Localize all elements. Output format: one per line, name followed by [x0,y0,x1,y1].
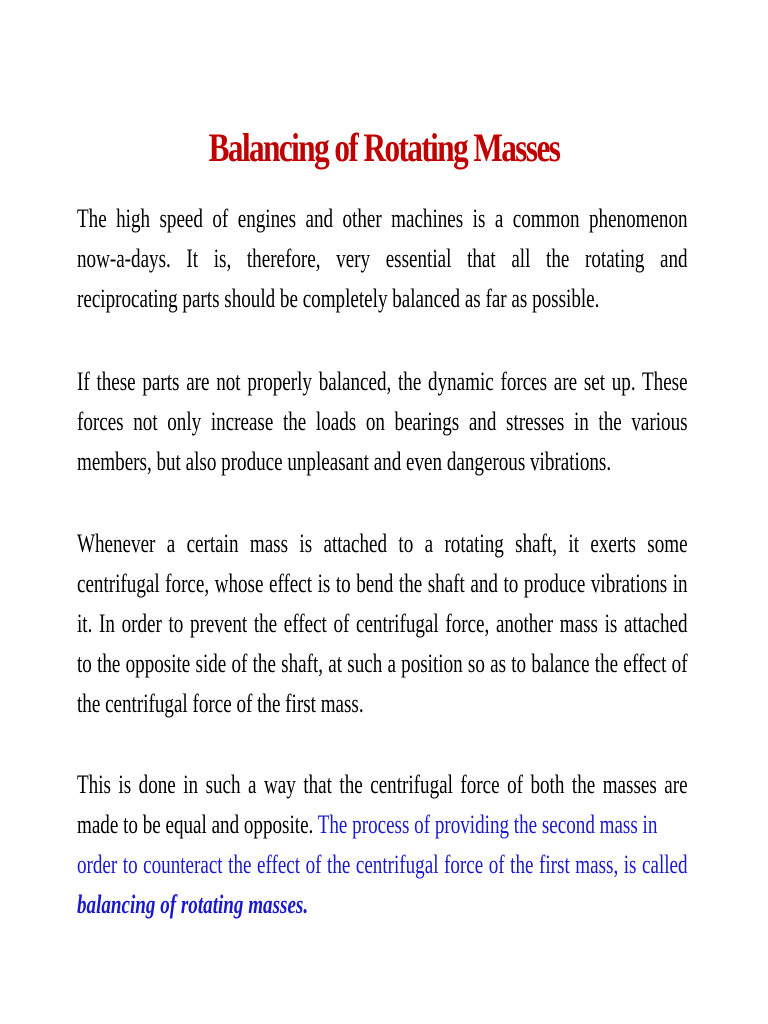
paragraph-line: members, but also produce unpleasant and even dangerous vibrations. [77,446,612,476]
paragraph-2 [77,361,688,481]
paragraph-line-mixed [77,804,688,844]
highlighted-definition: order to counteract the effect of the centrifugal force of the first mass, is called [77,849,688,879]
paragraph-line: Whenever a certain mass is attached to a rotating shaft, it exerts some [77,528,688,558]
paragraph-line: the centrifugal force of the first mass. [77,688,364,718]
paragraph-line: The high speed of engines and other machines is a common phenomenon [77,203,688,233]
defined-term: balancing of rotating masses. [77,889,309,919]
paragraph-line: now-a-days. It is, therefore, very essential that all the rotating and [77,243,688,273]
paragraph-line: If these parts are not properly balanced, the dynamic forces are set up. These [77,366,688,396]
highlighted-definition: The process of providing the second mass in [317,809,658,839]
page-title: Balancing of Rotating Masses [208,125,560,170]
paragraph-line: reciprocating parts should be completely balanced as far as possible. [77,283,600,313]
paragraph-4 [77,764,688,924]
paragraph-line: This is done in such a way that the centrifugal force of both the masses are [77,769,688,799]
paragraph-1 [77,198,688,318]
paragraph-line: forces not only increase the loads on bearings and stresses in the various [77,406,688,436]
paragraph-line: it. In order to prevent the effect of centrifugal force, another mass is attached [77,608,688,638]
paragraph-line: centrifugal force, whose effect is to bend the shaft and to produce vibrations in [77,568,688,598]
paragraph-text: made to be equal and opposite. [77,809,318,839]
paragraph-line: to the opposite side of the shaft, at such a position so as to balance the effect of [77,648,688,678]
paragraph-3 [77,523,688,723]
